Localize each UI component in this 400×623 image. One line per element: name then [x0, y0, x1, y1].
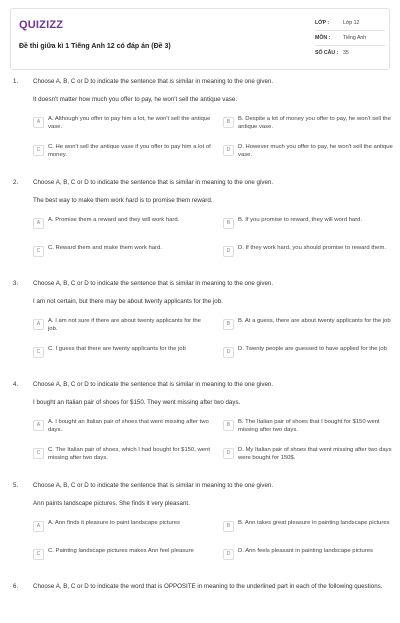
option-letter-box[interactable]: C	[33, 246, 44, 257]
option-letter-box[interactable]: A	[33, 218, 44, 229]
option-text: C. He won't sell the antique vase if you offer to pay him a lot of money.	[48, 144, 211, 158]
option-letter-box[interactable]: B	[223, 319, 234, 330]
option-text: C. Painting landscape pictures makes Ann feel pleasure	[48, 548, 194, 554]
answer-option-d[interactable]	[223, 245, 400, 265]
option-text: B. Ann takes great pleasure in painting landscape pictures	[238, 520, 390, 526]
answer-option-d[interactable]	[223, 346, 400, 366]
answer-options	[33, 217, 390, 265]
answer-options	[33, 318, 390, 366]
option-text: C. I guess that there are twenty applicants for the job	[48, 346, 186, 352]
meta-value: 35	[343, 50, 349, 57]
answer-options	[33, 520, 390, 568]
question-4	[10, 381, 390, 482]
option-letter-box[interactable]: C	[33, 145, 44, 156]
answer-option-b[interactable]	[223, 318, 400, 338]
question-prompt: Choose A, B, C or D to indicate the sentence that is similar in meaning to the one given.	[33, 78, 274, 85]
option-letter-box[interactable]: B	[223, 420, 234, 431]
quiz-meta	[315, 16, 385, 61]
answer-option-a[interactable]	[33, 520, 211, 540]
option-text: D. If they work hard, you should promise to reward them.	[238, 245, 386, 251]
question-5	[10, 482, 390, 583]
question-sentence: I am not certain, but there may be about twenty applicants for the job.	[33, 298, 223, 305]
option-text: B. At a guess, there are about twenty applicants for the job	[238, 318, 391, 324]
question-number: 5.	[13, 482, 19, 489]
question-sentence: The best way to make them work hard is to promise them reward.	[33, 197, 213, 204]
option-text: A. I bought an Italian pair of shoes that went missing after two days.	[48, 419, 209, 433]
option-text: A. Although you offer to pay him a lot, he won't sell the antique vase.	[48, 116, 211, 130]
option-text: C. The Italian pair of shoes, which I had bought for $150, went missing after two days.	[48, 447, 210, 461]
question-number: 6.	[13, 583, 19, 590]
question-number: 1.	[13, 78, 19, 85]
option-text: D. Ann feels pleasant in painting landscape pictures	[238, 548, 373, 554]
answer-option-b[interactable]	[223, 116, 400, 136]
question-prompt: Choose A, B, C or D to indicate the sentence that is similar in meaning to the one given.	[33, 280, 274, 287]
question-number: 2.	[13, 179, 19, 186]
option-text: C. Reward them and make them work hard.	[48, 245, 162, 251]
answer-options	[33, 116, 393, 164]
quiz-header	[10, 8, 390, 70]
answer-option-c[interactable]	[33, 447, 211, 467]
question-list	[10, 78, 393, 623]
question-number: 3.	[13, 280, 19, 287]
question-sentence: Ann paints landscape pictures. She finds it very pleasant.	[33, 500, 190, 507]
option-letter-box[interactable]: A	[33, 521, 44, 532]
question-sentence: It doesn't matter how much you offer to pay, he won't sell the antique vase.	[33, 96, 238, 103]
answer-option-b[interactable]	[223, 217, 400, 237]
answer-option-a[interactable]	[33, 318, 211, 338]
option-text: B. If you promise to reward, they will word hard.	[238, 217, 363, 223]
answer-option-d[interactable]	[223, 447, 400, 467]
answer-option-c[interactable]	[33, 245, 211, 265]
quizizz-logo: QUIZIZZ	[19, 19, 64, 31]
answer-option-c[interactable]	[33, 548, 211, 568]
question-prompt: Choose A, B, C or D to indicate the word that is OPPOSITE in meaning to the underlined part in each of the following questions.	[33, 583, 383, 590]
option-text: A. Ann finds it pleasure to paint landscape pictures	[48, 520, 180, 526]
meta-label: LỚP :	[315, 19, 330, 26]
meta-label: SỐ CÂU :	[315, 50, 339, 57]
answer-option-d[interactable]	[223, 144, 400, 164]
question-1	[10, 78, 393, 179]
option-text: A. Promise them a reward and they will work hard.	[48, 217, 180, 223]
option-letter-box[interactable]: A	[33, 420, 44, 431]
meta-row-subject	[315, 31, 385, 46]
meta-value: Lớp 12	[343, 19, 360, 26]
option-letter-box[interactable]: B	[223, 521, 234, 532]
question-number: 4.	[13, 381, 19, 388]
option-letter-box[interactable]: D	[223, 347, 234, 358]
option-text: D. My Italian pair of shoes that went missing after two days were bought for 150$.	[238, 447, 392, 461]
meta-row-class	[315, 16, 385, 31]
page-title: Đề thi giữa kì 1 Tiếng Anh 12 có đáp án (Đề 3)	[19, 43, 171, 50]
meta-value: Tiếng Anh	[343, 34, 367, 41]
meta-row-count	[315, 46, 385, 61]
option-letter-box[interactable]: D	[223, 549, 234, 560]
answer-options	[33, 419, 390, 467]
option-letter-box[interactable]: D	[223, 246, 234, 257]
option-letter-box[interactable]: D	[223, 145, 234, 156]
question-prompt: Choose A, B, C or D to indicate the sentence that is similar in meaning to the one given.	[33, 482, 274, 489]
answer-option-c[interactable]	[33, 144, 211, 164]
option-text: B. The Italian pair of shoes that I bought for $150 went missing after two days.	[238, 419, 380, 433]
question-sentence: I bought an Italian pair of shoes for $150. They went missing after two days.	[33, 399, 241, 406]
option-letter-box[interactable]: B	[223, 218, 234, 229]
option-letter-box[interactable]: A	[33, 319, 44, 330]
option-text: B. Despite a lot of money you offer to pay, he won't sell the antique vase.	[238, 116, 391, 130]
meta-label: MÔN :	[315, 34, 331, 41]
option-letter-box[interactable]: C	[33, 549, 44, 560]
option-text: D. However much you offer to pay, he won't sell the antique vase.	[238, 144, 393, 158]
answer-option-c[interactable]	[33, 346, 211, 366]
question-2	[10, 179, 390, 280]
answer-option-d[interactable]	[223, 548, 400, 568]
option-text: A. I am not sure if there are about twenty applicants for the job.	[48, 318, 201, 332]
question-prompt: Choose A, B, C or D to indicate the sentence that is similar in meaning to the one given.	[33, 179, 274, 186]
answer-option-a[interactable]	[33, 116, 211, 136]
answer-option-b[interactable]	[223, 520, 400, 540]
answer-option-a[interactable]	[33, 217, 211, 237]
answer-option-a[interactable]	[33, 419, 211, 439]
option-letter-box[interactable]: A	[33, 117, 44, 128]
question-6	[10, 583, 390, 623]
option-letter-box[interactable]: C	[33, 448, 44, 459]
question-prompt: Choose A, B, C or D to indicate the sentence that is similar in meaning to the one given.	[33, 381, 274, 388]
answer-option-b[interactable]	[223, 419, 400, 439]
option-letter-box[interactable]: B	[223, 117, 234, 128]
option-letter-box[interactable]: D	[223, 448, 234, 459]
question-3	[10, 280, 390, 381]
option-text: D. Twenty people are guessed to have applied for the job	[238, 346, 387, 352]
option-letter-box[interactable]: C	[33, 347, 44, 358]
